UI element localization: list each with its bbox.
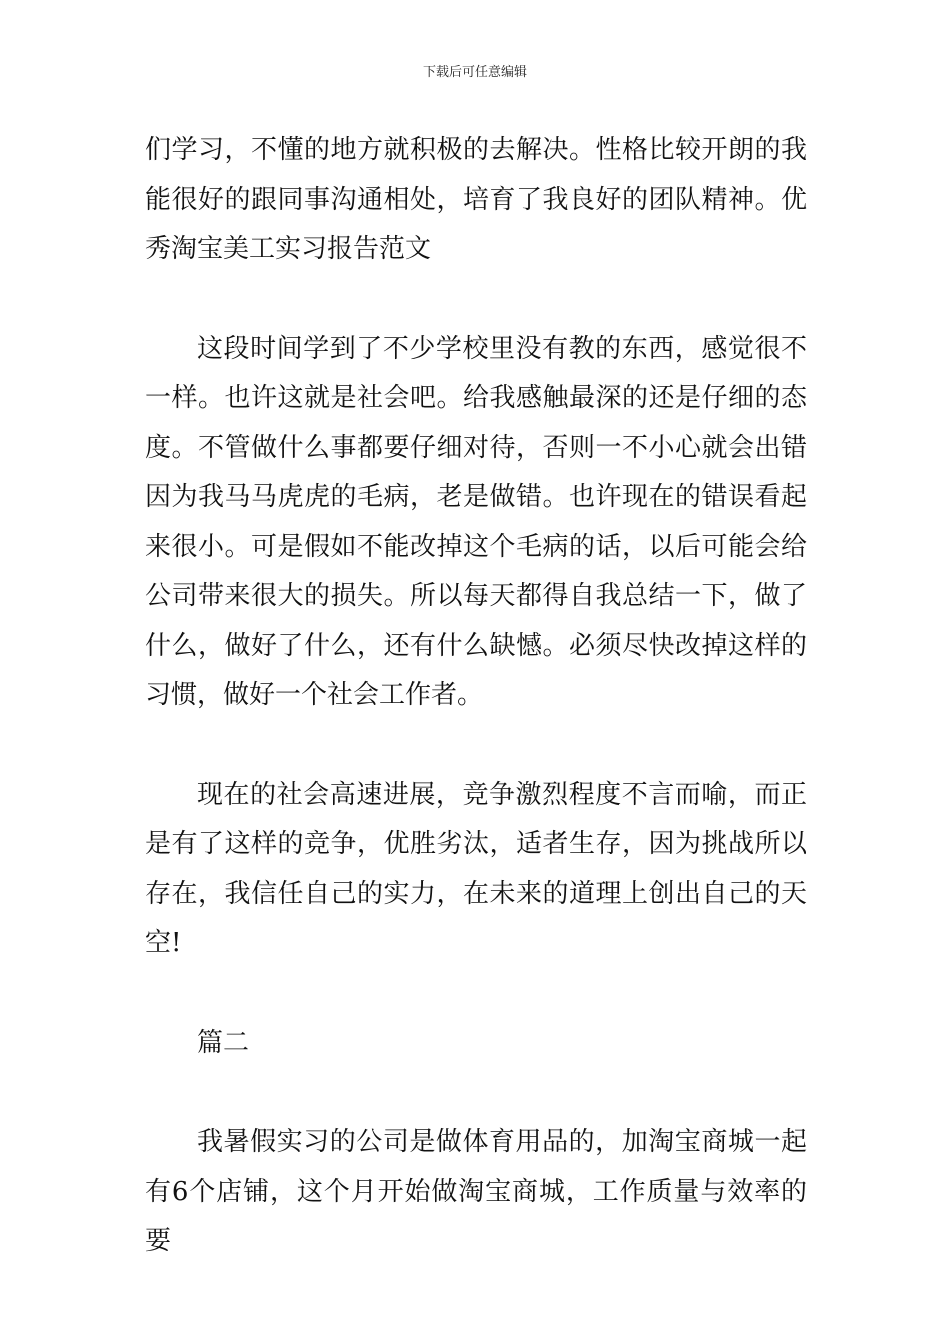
section-heading: 篇二	[197, 1027, 250, 1058]
paragraph-internship: 我暑假实习的公司是做体育用品的，加淘宝商城一起有6个店铺，这个月开始做淘宝商城，工作质量与效率的要	[145, 1127, 807, 1256]
document-body	[145, 126, 807, 1267]
paragraph-learning: 这段时间学到了不少学校里没有教的东西，感觉很不一样。也许这就是社会吧。给我感触最深的还是仔细的态度。不管做什么事都要仔细对待，否则一不小心就会出错因为我马马虎虎的毛病，老是做错。也许现在的错误看起来很小。可是假如不能改掉这个毛病的话，以后可能会给公司带来很大的损失。所以每天都得自我总结一下，做了什么，做好了什么，还有什么缺憾。必须尽快改掉这样的习惯，做好一个社会工作者。	[145, 333, 807, 710]
paragraph-competition: 现在的社会高速进展，竞争激烈程度不言而喻，而正是有了这样的竞争，优胜劣汰，适者生存，因为挑战所以存在，我信任自己的实力，在未来的道理上创出自己的天空!	[145, 779, 807, 958]
paragraph-continuation: 们学习，不懂的地方就积极的去解决。性格比较开朗的我能很好的跟同事沟通相处，培育了我良好的团队精神。优秀淘宝美工实习报告范文	[145, 135, 807, 264]
page-header: 下载后可任意编辑	[422, 65, 527, 80]
